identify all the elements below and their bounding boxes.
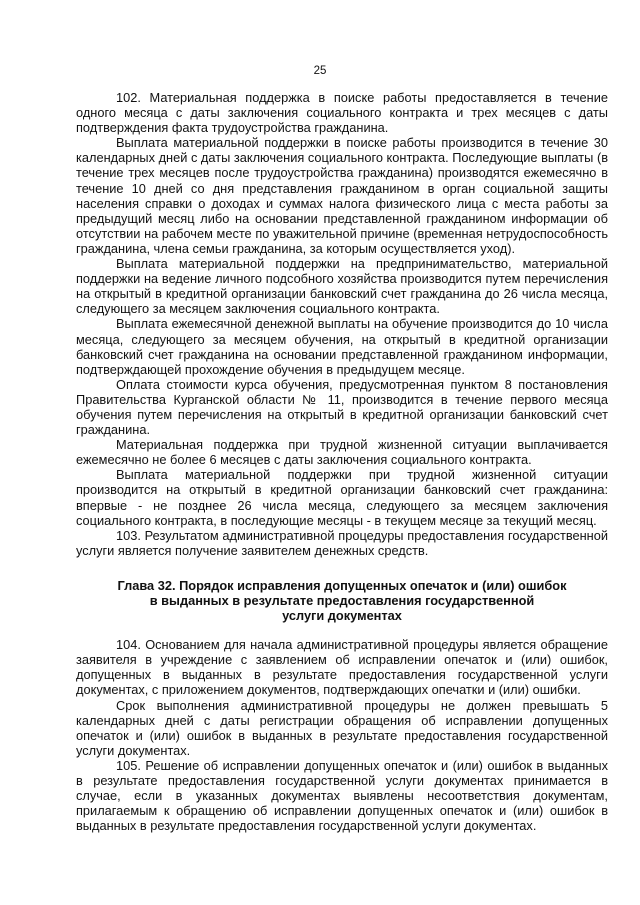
paragraph-103: 103. Результатом административной процедуры предоставления государственной услуги является получение заявителем денежных средств. bbox=[76, 527, 608, 558]
paragraph-hardship-payment: Выплата материальной поддержки при трудной жизненной ситуации производится на открытый в кредитной организации банковский счет гражданина: впервые - не позднее 26 числа месяца, следующего за месяцем заключения социального контракта, в последующие месяцы - в текущем месяце за текущий месяц. bbox=[76, 467, 608, 528]
paragraph-102: 102. Материальная поддержка в поиске работы предоставляется в течение одного месяца с даты заключения социального контракта и трех месяцев с даты подтверждения факта трудоустройства гражданина. bbox=[76, 90, 608, 136]
chapter-title-line-3: услуги документах bbox=[282, 608, 402, 624]
paragraph-business-payment: Выплата материальной поддержки на предпринимательство, материальной поддержки на ведение личного подсобного хозяйства производится путем перечисления на открытый в кредитной организации банковский счет гражданина до 26 числа месяца, следующего за месяцем заключения социального контракта. bbox=[76, 256, 608, 317]
document-body bbox=[76, 90, 608, 833]
paragraph-105: 105. Решение об исправлении допущенных опечаток и (или) ошибок в выданных в результате предоставления государственной услуги документах принимается в случае, если в указанных документах выявлены несоответствия документам, прилагаемым к обращению об исправлении допущенных опечаток и (или) ошибок в выданных в результате предоставления государственной услуги документах. bbox=[76, 757, 608, 834]
paragraph-deadline: Срок выполнения административной процедуры не должен превышать 5 календарных дней с даты регистрации обращения об исправлении допущенных опечаток и (или) ошибок в выданных в результате предоставления государственной услуги документах. bbox=[76, 697, 608, 758]
paragraph-training-payment: Выплата ежемесячной денежной выплаты на обучение производится до 10 числа месяца, следующего за месяцем обучения, на открытый в кредитной организации банковский счет гражданина на основании представленной гражданином информации, подтверждающей прохождение обучения в предыдущем месяце. bbox=[76, 316, 608, 377]
paragraph-hardship-support: Материальная поддержка при трудной жизненной ситуации выплачивается ежемесячно не более 6 месяцев с даты заключения социального контракта. bbox=[76, 437, 608, 468]
paragraph-104: 104. Основанием для начала административной процедуры является обращение заявителя в учреждение с заявлением об исправлении опечаток и (или) ошибок, допущенных в выданных в результате предоставления государственной услуги документах, с приложением документов, подтверждающих опечатки и (или) ошибки. bbox=[76, 637, 608, 698]
chapter-title-line-2: в выданных в результате предоставления государственной bbox=[149, 593, 535, 608]
paragraph-course-payment: Оплата стоимости курса обучения, предусмотренная пунктом 8 постановления Правительства Курганской области № 11, производится в течение первого месяца обучения путем перечисления на открытый в кредитной организации банковский счет гражданина. bbox=[76, 376, 608, 438]
chapter-title-line-1: Глава 32. Порядок исправления допущенных опечаток и (или) ошибок bbox=[117, 577, 567, 593]
page-number: 25 bbox=[313, 65, 327, 77]
paragraph-job-search-payment: Выплата материальной поддержки в поиске работы производится в течение 30 календарных дней с даты заключения социального контракта. Последующие выплаты (в течение трех месяцев после трудоустройства гражданина) производятся ежемесячно в течение 10 дней со дня представления гражданином в орган социальной защиты населения справки о доходах и суммах налога физического лица с места работы за предыдущий месяц либо на основании представленной гражданином информации об отсутствии на рабочем месте по уважительной причине (временная нетрудоспособность гражданина, члена семьи гражданина, за которым осуществляется уход). bbox=[76, 135, 608, 256]
chapter-title bbox=[76, 558, 608, 637]
